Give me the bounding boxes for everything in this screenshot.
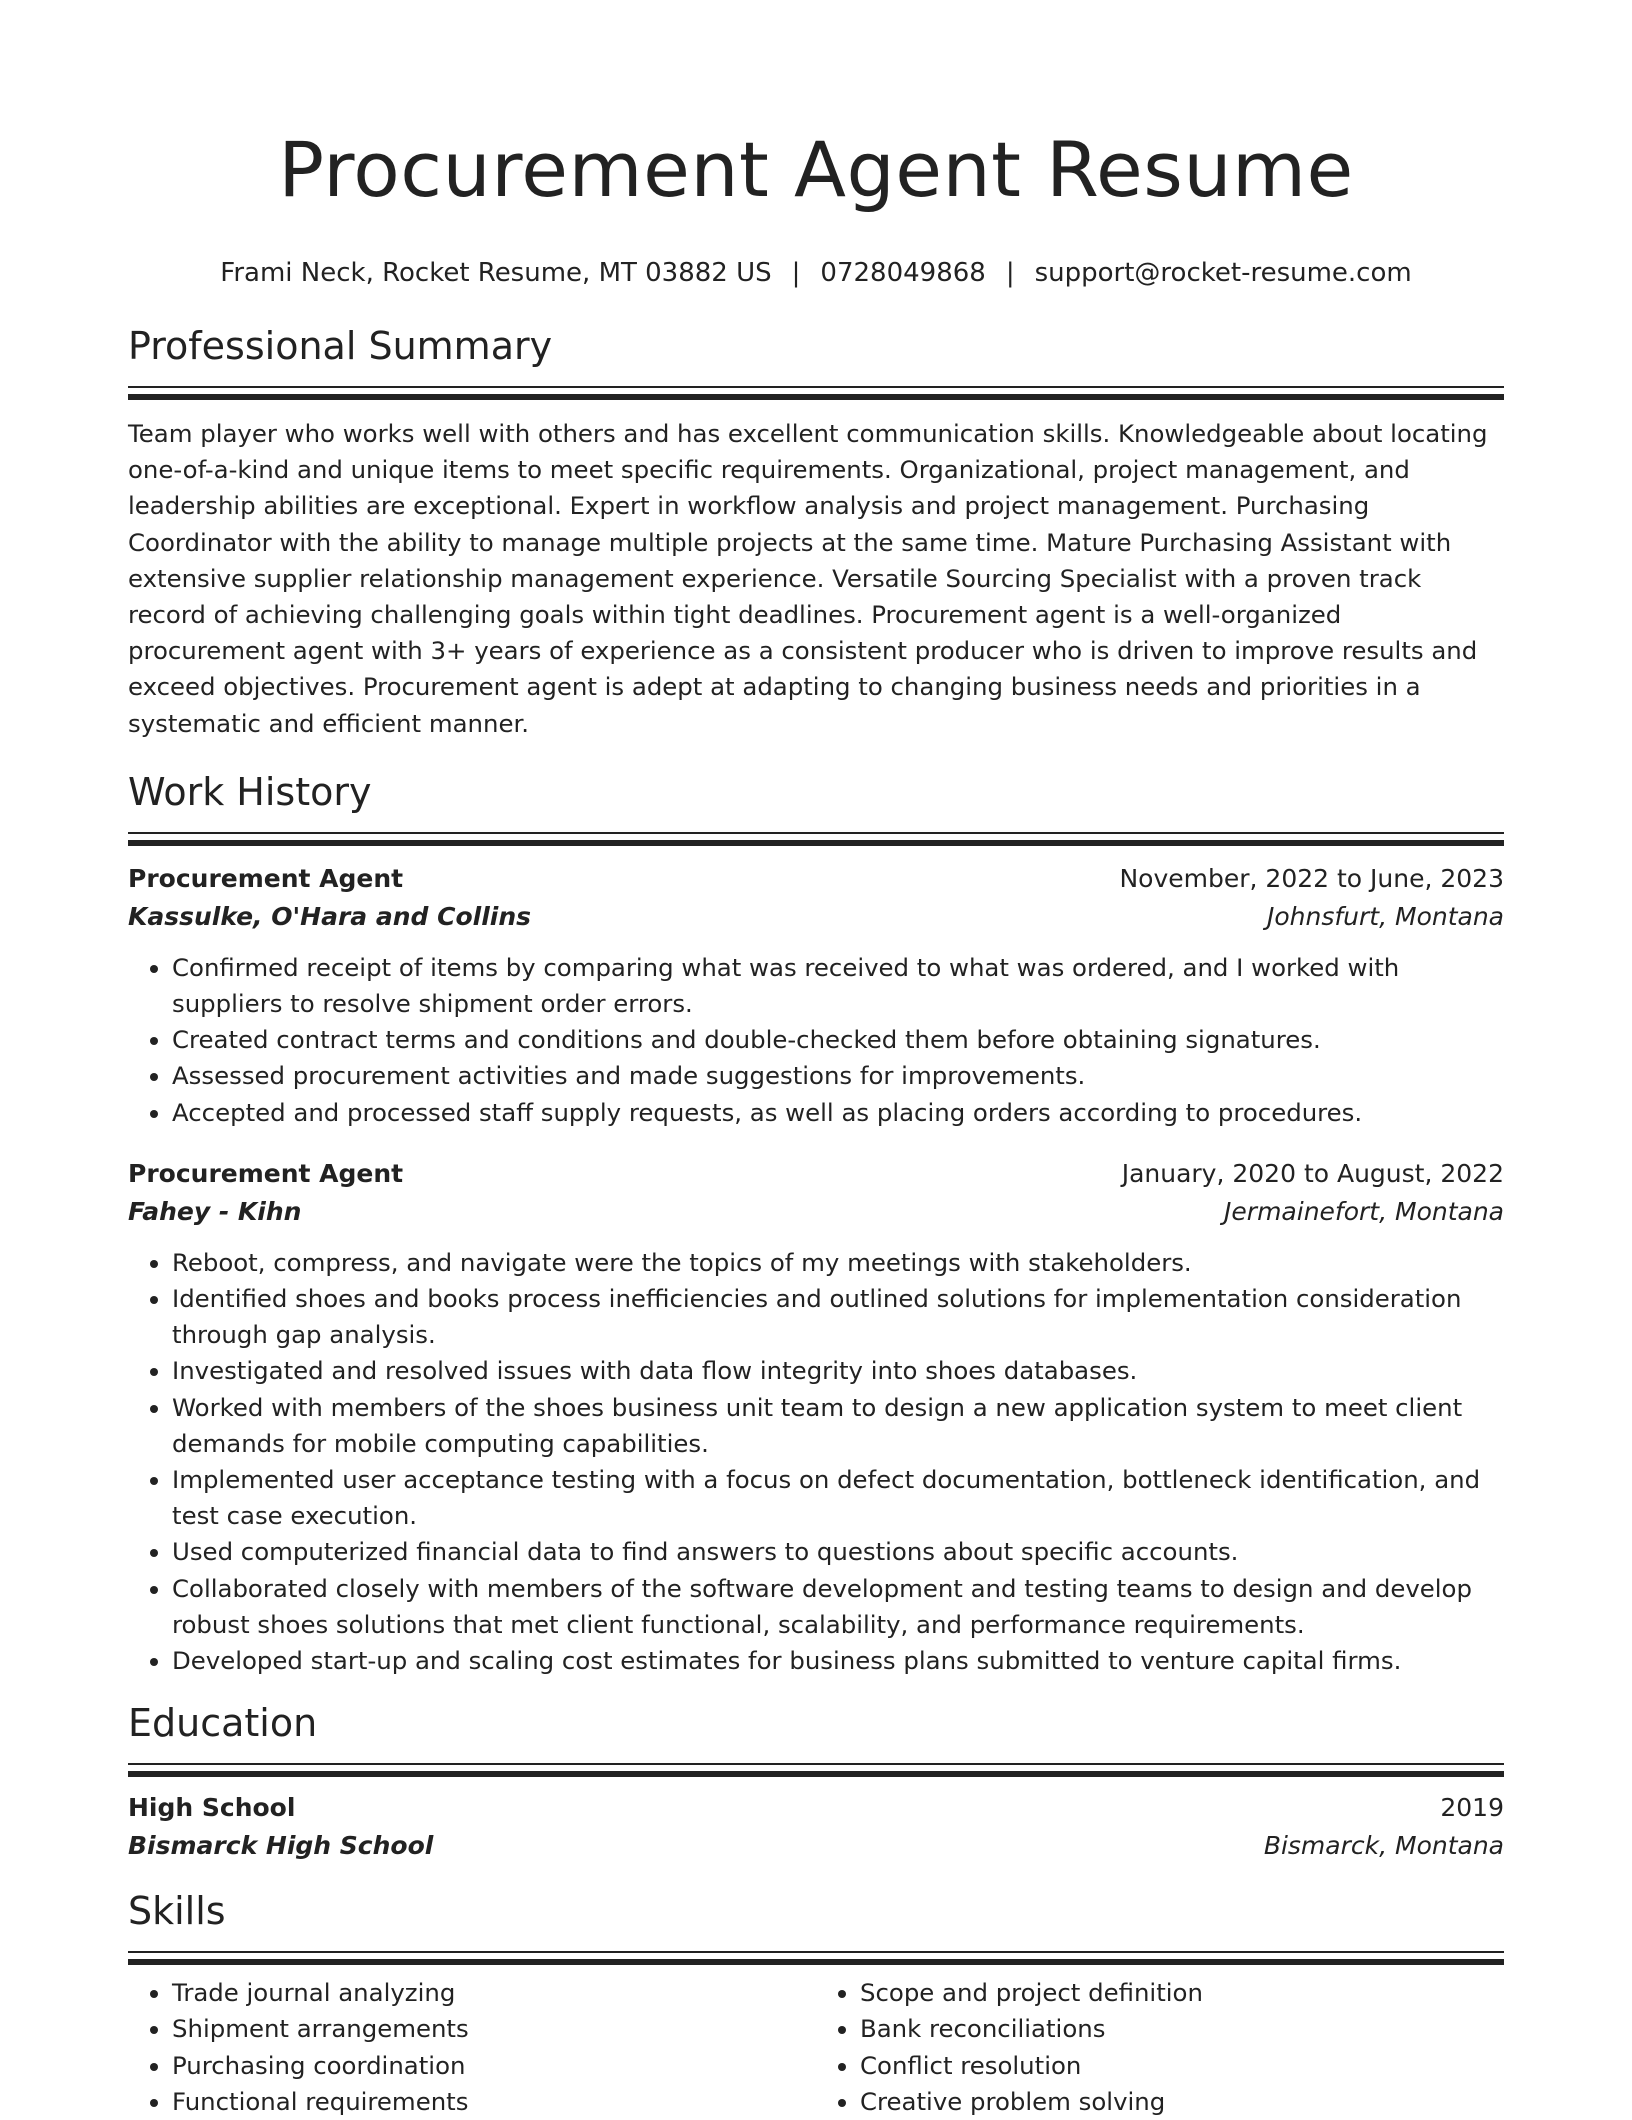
work-history-section: [128, 768, 1504, 1679]
skill-item: • Purchasing coordination: [172, 2048, 816, 2084]
skill-item: • Bank reconciliations: [860, 2011, 1504, 2047]
section-heading-work-history: Work History: [128, 769, 372, 814]
list-item: • Developed start-up and scaling cost estimates for business plans submitted to venture capital firms.: [172, 1643, 1504, 1679]
section-divider: [128, 1951, 1504, 1965]
section-heading-summary: Professional Summary: [128, 324, 553, 368]
section-heading-education: Education: [128, 1701, 318, 1746]
job-location: Jermainefort, Montana: [1224, 1196, 1504, 1226]
job-location: Johnsfurt, Montana: [1267, 901, 1504, 931]
email: support@rocket-resume.com: [1034, 258, 1412, 288]
job-company: Kassulke, O'Hara and Collins: [128, 901, 532, 931]
skill-item: • Creative problem solving: [860, 2084, 1504, 2120]
section-divider: [128, 832, 1504, 846]
list-item: • Worked with members of the shoes business unit team to design a new application system to meet client demands for mobile computing capabilities.: [172, 1390, 1504, 1462]
education-entry: [128, 1789, 1504, 1865]
job-company: Fahey - Kihn: [128, 1196, 302, 1226]
degree: High School: [128, 1793, 296, 1823]
list-item: • Investigated and resolved issues with data flow integrity into shoes databases.: [172, 1353, 1504, 1389]
list-item: • Used computerized financial data to find answers to questions about specific accounts.: [172, 1534, 1504, 1570]
skills-columns: [128, 1975, 1504, 2120]
job-entry: [128, 860, 1504, 1131]
skills-column-left: [128, 1975, 816, 2120]
list-item: • Identified shoes and books process inefficiencies and outlined solutions for implementation consideration through gap analysis.: [172, 1281, 1504, 1353]
list-item: • Implemented user acceptance testing with a focus on defect documentation, bottleneck identification, and test case execution.: [172, 1462, 1504, 1534]
separator: |: [791, 258, 801, 288]
list-item: • Confirmed receipt of items by comparing what was received to what was ordered, and I worked with suppliers to resolve shipment order errors.: [172, 950, 1504, 1022]
summary-section: [128, 322, 1504, 742]
summary-text: Team player who works well with others and has excellent communication skills. Knowledgeable about locating one-of-a-kind and unique items to meet specific requirements. Organizational, project management, and leadership abilities are exceptional. Expert in workflow analysis and project management. Purchasing Coordinator with the ability to manage multiple projects at the same time. Mature Purchasing Assistant with extensive supplier relationship management experience. Versatile Sourcing Specialist with a proven track record of achieving challenging goals within tight deadlines. Procurement agent is a well-organized procurement agent with 3+ years of experience as a consistent producer who is driven to improve results and exceed objectives. Procurement agent is adept at adapting to changing business needs and priorities in a systematic and efficient manner.: [128, 419, 1488, 738]
school-name: Bismarck High School: [128, 1831, 434, 1861]
resume-title: Procurement Agent Resume: [278, 125, 1354, 214]
school-location: Bismarck, Montana: [1263, 1831, 1504, 1861]
job-bullets: [128, 1245, 1504, 1679]
contact-line: [128, 256, 1504, 290]
education-section: [128, 1699, 1504, 1865]
skill-item: • Conflict resolution: [860, 2048, 1504, 2084]
job-bullets: [128, 950, 1504, 1131]
list-item: • Created contract terms and conditions and double-checked them before obtaining signatures.: [172, 1022, 1504, 1058]
job-title: Procurement Agent: [128, 863, 404, 893]
graduation-year: 2019: [1440, 1793, 1504, 1823]
skill-item: • Shipment arrangements: [172, 2011, 816, 2047]
skills-section: [128, 1887, 1504, 2120]
address: Frami Neck, Rocket Resume, MT 03882 US: [220, 258, 772, 288]
skill-item: • Scope and project definition: [860, 1975, 1504, 2011]
list-item: • Reboot, compress, and navigate were the topics of my meetings with stakeholders.: [172, 1245, 1504, 1281]
list-item: • Assessed procurement activities and made suggestions for improvements.: [172, 1058, 1504, 1094]
list-item: • Accepted and processed staff supply requests, as well as placing orders according to procedures.: [172, 1095, 1504, 1131]
section-divider: [128, 1763, 1504, 1777]
separator: |: [1005, 258, 1015, 288]
list-item: • Collaborated closely with members of the software development and testing teams to design and develop robust shoes solutions that met client functional, scalability, and performance requirements.: [172, 1571, 1504, 1643]
skill-item: • Trade journal analyzing: [172, 1975, 816, 2011]
skills-column-right: [816, 1975, 1504, 2120]
section-heading-skills: Skills: [128, 1889, 226, 1934]
job-title: Procurement Agent: [128, 1158, 404, 1188]
skill-item: • Functional requirements: [172, 2084, 816, 2120]
job-dates: November, 2022 to June, 2023: [1119, 863, 1504, 893]
phone: 0728049868: [820, 258, 986, 288]
section-divider: [128, 386, 1504, 400]
job-entry: [128, 1155, 1504, 1679]
job-dates: January, 2020 to August, 2022: [1121, 1158, 1504, 1188]
